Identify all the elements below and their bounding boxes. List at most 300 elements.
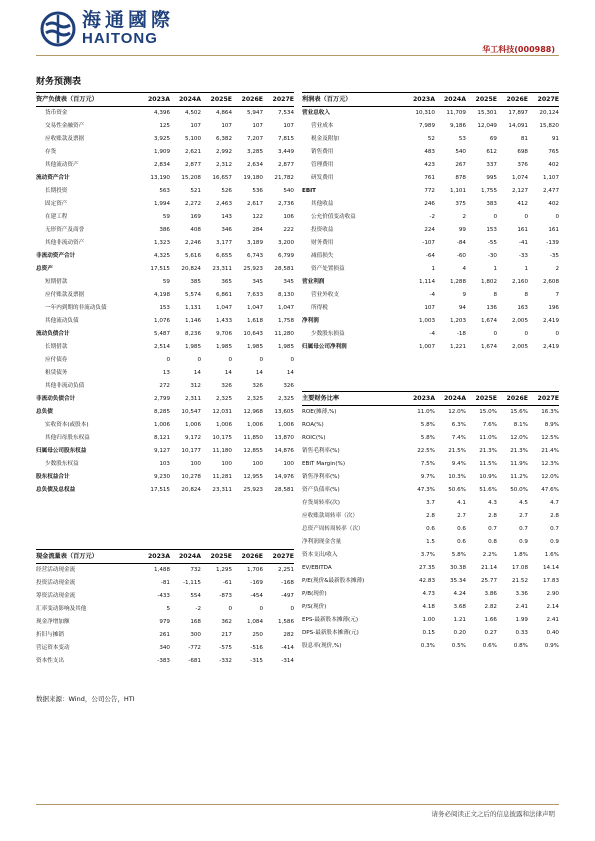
- row-value: -60: [456, 253, 466, 259]
- row-value: 10,643: [243, 331, 263, 337]
- row-value: 2,325: [246, 396, 263, 402]
- row-label: 投资收益: [311, 227, 334, 233]
- row-value: 5,100: [184, 136, 201, 142]
- table-row: [36, 642, 294, 655]
- table-row: [302, 510, 559, 523]
- row-value: 0: [524, 214, 528, 220]
- cash-flow-header: [36, 550, 294, 564]
- year-header: 2023A: [139, 550, 170, 564]
- table-row: [36, 629, 294, 642]
- row-label: ROA(%): [302, 422, 324, 428]
- year-header: 2026E: [497, 93, 528, 107]
- row-value: 7,815: [277, 136, 294, 142]
- table-row: [302, 523, 559, 536]
- row-value: 107: [252, 123, 263, 129]
- row-value: 14.14: [542, 565, 559, 571]
- row-label: 流动负债合计: [36, 331, 70, 337]
- row-value: 23,311: [212, 266, 232, 272]
- year-header: 2027E: [263, 93, 294, 107]
- row-value: 0.7: [488, 526, 497, 532]
- table-row: [36, 302, 294, 315]
- row-value: 337: [486, 162, 497, 168]
- row-value: -18: [456, 331, 466, 337]
- row-label: 资本性支出: [36, 658, 64, 664]
- row-label: 营运资本变动: [36, 645, 70, 651]
- year-header: 2023A: [404, 392, 435, 406]
- row-value: 0.40: [546, 630, 559, 636]
- row-value: 1,755: [480, 188, 497, 194]
- year-header: 2025E: [201, 93, 232, 107]
- row-value: 1,006: [246, 422, 263, 428]
- row-label: 筹资活动现金流: [36, 593, 76, 599]
- row-value: 4.1: [457, 500, 466, 506]
- row-label: 营业总收入: [302, 110, 330, 116]
- row-value: 15,208: [181, 175, 201, 181]
- row-value: 59: [162, 279, 170, 285]
- row-value: 12,049: [477, 123, 497, 129]
- row-value: -314: [281, 658, 294, 664]
- row-value: 246: [424, 201, 435, 207]
- table-row: [36, 172, 294, 185]
- row-value: 284: [252, 227, 263, 233]
- row-value: 161: [548, 227, 559, 233]
- row-value: 143: [221, 214, 232, 220]
- row-label: EV/EBITDA: [302, 565, 332, 571]
- row-value: 2,251: [277, 567, 294, 573]
- row-value: 536: [252, 188, 263, 194]
- row-label: 应收账款及票据: [45, 136, 85, 142]
- row-label: 货币资金: [45, 110, 68, 116]
- row-label: 经营活动现金流: [36, 567, 76, 573]
- row-value: 2,514: [153, 344, 170, 350]
- row-value: 19,180: [243, 175, 263, 181]
- table-row: [36, 159, 294, 172]
- row-value: 11.5%: [479, 461, 497, 467]
- table-row: [36, 211, 294, 224]
- row-value: 106: [283, 214, 294, 220]
- row-value: 261: [159, 632, 170, 638]
- row-value: 540: [283, 188, 294, 194]
- row-value: 1,488: [153, 567, 170, 573]
- row-value: 2,992: [215, 149, 232, 155]
- row-value: 2.41: [515, 604, 528, 610]
- year-header: 2027E: [528, 392, 559, 406]
- row-label: 研发费用: [311, 175, 334, 181]
- row-value: -4: [429, 292, 435, 298]
- table-row: [36, 419, 294, 432]
- disclaimer-footer: 请务必阅读正文之后的信息披露和法律声明: [431, 810, 555, 818]
- row-value: 25,923: [243, 266, 263, 272]
- row-value: 13: [162, 370, 170, 376]
- row-value: 1.21: [453, 617, 466, 623]
- row-label: 短期借款: [45, 279, 68, 285]
- row-label: 一年内到期的非流动负债: [45, 305, 107, 311]
- row-value: 0: [290, 606, 294, 612]
- table-row: [36, 655, 294, 668]
- row-label: 存货: [45, 149, 57, 155]
- row-value: 2,621: [184, 149, 201, 155]
- row-label: 投资活动现金流: [36, 580, 76, 586]
- row-value: 4.7: [550, 500, 559, 506]
- year-header: 2027E: [263, 550, 294, 564]
- year-header: 2026E: [232, 93, 263, 107]
- table-row: [302, 289, 559, 302]
- row-value: -516: [250, 645, 263, 651]
- row-value: 4,396: [153, 110, 170, 116]
- table-row: [36, 367, 294, 380]
- footer-divider: [36, 804, 559, 805]
- row-value: 20,124: [539, 110, 559, 116]
- row-label: 实收资本(或股本): [45, 422, 89, 428]
- row-value: -84: [456, 240, 466, 246]
- row-value: 7,633: [246, 292, 263, 298]
- row-value: -107: [422, 240, 435, 246]
- row-value: -55: [487, 240, 497, 246]
- row-value: -61: [222, 580, 232, 586]
- row-value: -1,115: [182, 580, 201, 586]
- row-value: -33: [518, 253, 528, 259]
- row-value: 1,101: [449, 188, 466, 194]
- row-label: 现金净增加额: [36, 619, 70, 625]
- table-row: [302, 497, 559, 510]
- row-value: 772: [424, 188, 435, 194]
- row-label: 无形资产及商誉: [45, 227, 85, 233]
- row-label: 管理费用: [311, 162, 334, 168]
- row-value: 1,994: [153, 201, 170, 207]
- table-row: [302, 198, 559, 211]
- row-value: 20,824: [181, 487, 201, 493]
- brand-name-cn: 海通國際: [82, 9, 175, 31]
- table-row: [302, 562, 559, 575]
- row-value: 136: [486, 305, 497, 311]
- row-value: 1,221: [449, 344, 466, 350]
- row-value: 15.6%: [510, 409, 528, 415]
- row-value: 979: [159, 619, 170, 625]
- table-row: [36, 406, 294, 419]
- row-value: 1,203: [449, 318, 466, 324]
- row-value: 385: [190, 279, 201, 285]
- row-label: 交易性金融资产: [45, 123, 85, 129]
- row-value: 346: [221, 227, 232, 233]
- row-value: 2.90: [546, 591, 559, 597]
- row-value: 12.0%: [448, 409, 466, 415]
- row-value: -2: [195, 606, 201, 612]
- table-row: [302, 419, 559, 432]
- row-value: 2,799: [153, 396, 170, 402]
- table-row: [36, 120, 294, 133]
- row-value: -383: [157, 658, 170, 664]
- row-value: 17,515: [150, 487, 170, 493]
- row-value: 21.3%: [510, 448, 528, 454]
- row-label: 销售净利率(%): [302, 474, 340, 480]
- table-row: [302, 640, 559, 653]
- row-value: 28,581: [274, 266, 294, 272]
- table-row: [302, 445, 559, 458]
- row-value: 4,502: [184, 110, 201, 116]
- row-value: 6,655: [215, 253, 232, 259]
- row-value: 21.14: [480, 565, 497, 571]
- row-value: 7.6%: [482, 422, 497, 428]
- row-value: 11,709: [446, 110, 466, 116]
- row-value: 15,820: [539, 123, 559, 129]
- row-label: 股息率(现价,%): [302, 643, 342, 649]
- row-value: 1,006: [215, 422, 232, 428]
- table-row: [302, 328, 559, 341]
- row-value: 8.9%: [544, 422, 559, 428]
- row-value: -64: [425, 253, 435, 259]
- table-row: [36, 577, 294, 590]
- row-value: 2.8: [488, 513, 497, 519]
- table-row: [36, 146, 294, 159]
- page-header: [0, 0, 595, 60]
- row-value: 1.00: [422, 617, 435, 623]
- row-value: 2,877: [184, 162, 201, 168]
- year-header: 2024A: [435, 392, 466, 406]
- row-value: 612: [486, 149, 497, 155]
- row-value: 4,325: [153, 253, 170, 259]
- row-value: 10,278: [181, 474, 201, 480]
- row-value: 2.82: [484, 604, 497, 610]
- row-value: 17,515: [150, 266, 170, 272]
- row-label: 少数股东权益: [45, 461, 79, 467]
- row-value: 8.1%: [513, 422, 528, 428]
- row-value: 1,076: [153, 318, 170, 324]
- row-label: 应付债券: [45, 357, 68, 363]
- row-label: EBIT: [302, 188, 316, 194]
- row-value: 122: [252, 214, 263, 220]
- row-label: 总资产周转周转率（次）: [302, 526, 364, 532]
- row-value: 10,547: [181, 409, 201, 415]
- row-value: 7,989: [418, 123, 435, 129]
- row-value: 100: [190, 461, 201, 467]
- row-value: 25.77: [480, 578, 497, 584]
- row-label: 固定资产: [45, 201, 68, 207]
- row-value: 1,586: [277, 619, 294, 625]
- row-value: 1,674: [480, 318, 497, 324]
- table-row: [36, 341, 294, 354]
- row-value: 1,006: [277, 422, 294, 428]
- row-value: 91: [551, 136, 559, 142]
- balance-sheet-header: [36, 93, 294, 107]
- table-row: [302, 614, 559, 627]
- row-label: 资产处置损益: [311, 266, 345, 272]
- row-value: 196: [548, 305, 559, 311]
- row-value: 12.3%: [541, 461, 559, 467]
- row-value: 1,985: [277, 344, 294, 350]
- row-value: 9,186: [449, 123, 466, 129]
- row-value: 4.3: [488, 500, 497, 506]
- row-value: 14: [286, 370, 294, 376]
- row-value: -139: [546, 240, 559, 246]
- row-value: 412: [517, 201, 528, 207]
- row-value: 8,236: [184, 331, 201, 337]
- row-value: 9,127: [153, 448, 170, 454]
- row-value: 94: [458, 305, 466, 311]
- row-value: 1,047: [215, 305, 232, 311]
- row-value: 3,200: [277, 240, 294, 246]
- table-row: [302, 302, 559, 315]
- row-value: 1,288: [449, 279, 466, 285]
- haitong-logo: [40, 10, 174, 47]
- row-value: 698: [517, 149, 528, 155]
- row-value: 1.99: [515, 617, 528, 623]
- row-value: 2,160: [511, 279, 528, 285]
- year-header: 2027E: [528, 93, 559, 107]
- row-value: 1: [493, 266, 497, 272]
- table-row: [302, 536, 559, 549]
- table-row: [302, 250, 559, 263]
- table-row: [36, 354, 294, 367]
- row-label: 净利润: [302, 318, 319, 324]
- row-value: 5.8%: [451, 552, 466, 558]
- row-value: 4.24: [453, 591, 466, 597]
- row-label: 资本支出/收入: [302, 552, 338, 558]
- row-value: 0.5%: [451, 643, 466, 649]
- row-value: -169: [250, 580, 263, 586]
- row-value: 14: [224, 370, 232, 376]
- row-value: 732: [190, 567, 201, 573]
- row-value: 326: [221, 383, 232, 389]
- row-value: 21,782: [274, 175, 294, 181]
- table-row: [302, 263, 559, 276]
- row-value: 51.6%: [479, 487, 497, 493]
- table-row: [36, 133, 294, 146]
- row-value: 2: [555, 266, 559, 272]
- table-row: [36, 458, 294, 471]
- row-value: 3,285: [246, 149, 263, 155]
- row-value: -873: [219, 593, 232, 599]
- row-value: 1,084: [246, 619, 263, 625]
- row-value: 5,487: [153, 331, 170, 337]
- year-header: 2024A: [170, 550, 201, 564]
- table-row: [36, 603, 294, 616]
- row-value: 1: [431, 266, 435, 272]
- table-row: [36, 185, 294, 198]
- table-row: [302, 107, 559, 121]
- table-row: [302, 133, 559, 146]
- row-value: 1,007: [418, 344, 435, 350]
- row-value: 1.6%: [544, 552, 559, 558]
- row-label: 其他流动资产: [45, 162, 79, 168]
- row-value: 5,616: [184, 253, 201, 259]
- row-value: 1,047: [277, 305, 294, 311]
- row-value: 15.0%: [479, 409, 497, 415]
- row-value: 23,311: [212, 487, 232, 493]
- row-value: 11.0%: [479, 435, 497, 441]
- row-label: 财务费用: [311, 240, 334, 246]
- brand-name-en: HAITONG: [82, 30, 158, 47]
- row-value: 1,433: [215, 318, 232, 324]
- row-value: 2,005: [511, 344, 528, 350]
- row-value: 1,146: [184, 318, 201, 324]
- row-value: -454: [250, 593, 263, 599]
- row-label: 汇率变动影响及其他: [36, 606, 87, 612]
- row-value: 2,608: [542, 279, 559, 285]
- row-value: 153: [486, 227, 497, 233]
- table-row: [36, 471, 294, 484]
- row-value: -681: [188, 658, 201, 664]
- table-row: [302, 601, 559, 614]
- row-value: 375: [455, 201, 466, 207]
- row-value: 13,190: [150, 175, 170, 181]
- row-value: 5: [166, 606, 170, 612]
- row-value: 125: [159, 123, 170, 129]
- row-label: 长期借款: [45, 344, 68, 350]
- row-label: 长期投资: [45, 188, 68, 194]
- row-value: 267: [455, 162, 466, 168]
- row-value: 1.66: [484, 617, 497, 623]
- row-value: 169: [190, 214, 201, 220]
- row-value: 13,870: [274, 435, 294, 441]
- row-label: ROIC(%): [302, 435, 326, 441]
- row-value: 1,295: [215, 567, 232, 573]
- table-row: [302, 588, 559, 601]
- row-value: 272: [159, 383, 170, 389]
- row-value: 0: [493, 214, 497, 220]
- row-value: 161: [517, 227, 528, 233]
- row-value: 30.38: [449, 565, 466, 571]
- table-row: [302, 211, 559, 224]
- row-value: 1,985: [246, 344, 263, 350]
- row-value: 376: [517, 162, 528, 168]
- row-value: 50.0%: [510, 487, 528, 493]
- row-value: 2.8: [426, 513, 435, 519]
- row-value: 995: [486, 175, 497, 181]
- year-header: 2025E: [466, 93, 497, 107]
- row-value: 10,175: [212, 435, 232, 441]
- cash-flow-table: [36, 549, 294, 668]
- row-value: 3.36: [515, 591, 528, 597]
- row-value: 9.4%: [451, 461, 466, 467]
- row-value: 2.41: [546, 617, 559, 623]
- row-value: 11,280: [274, 331, 294, 337]
- row-value: 20,824: [181, 266, 201, 272]
- row-value: 11.2%: [510, 474, 528, 480]
- row-value: 0: [493, 331, 497, 337]
- row-value: -81: [160, 580, 170, 586]
- row-value: 5,574: [184, 292, 201, 298]
- row-label: 股东权益合计: [36, 474, 70, 480]
- row-value: 4.73: [422, 591, 435, 597]
- table-row: [36, 289, 294, 302]
- row-value: 2,127: [511, 188, 528, 194]
- row-value: 4,198: [153, 292, 170, 298]
- row-label: 归属母公司净利润: [302, 344, 347, 350]
- row-value: 1,003: [418, 318, 435, 324]
- row-value: 0: [166, 357, 170, 363]
- row-value: 7.4%: [451, 435, 466, 441]
- row-value: 81: [520, 136, 528, 142]
- row-value: 8: [524, 292, 528, 298]
- row-value: 224: [424, 227, 435, 233]
- table-row: [36, 328, 294, 341]
- table-row: [36, 432, 294, 445]
- year-header: 2025E: [201, 550, 232, 564]
- table-row: [302, 159, 559, 172]
- row-label: ROE(摊薄,%): [302, 409, 337, 415]
- row-value: 878: [455, 175, 466, 181]
- row-value: 17.08: [511, 565, 528, 571]
- year-header: 2023A: [139, 93, 170, 107]
- row-value: 2,325: [215, 396, 232, 402]
- row-value: 6.3%: [451, 422, 466, 428]
- row-value: 100: [283, 461, 294, 467]
- row-value: -575: [219, 645, 232, 651]
- row-value: -41: [518, 240, 528, 246]
- row-value: 14,876: [274, 448, 294, 454]
- row-label: 销售费用: [311, 149, 334, 155]
- row-value: 0: [290, 357, 294, 363]
